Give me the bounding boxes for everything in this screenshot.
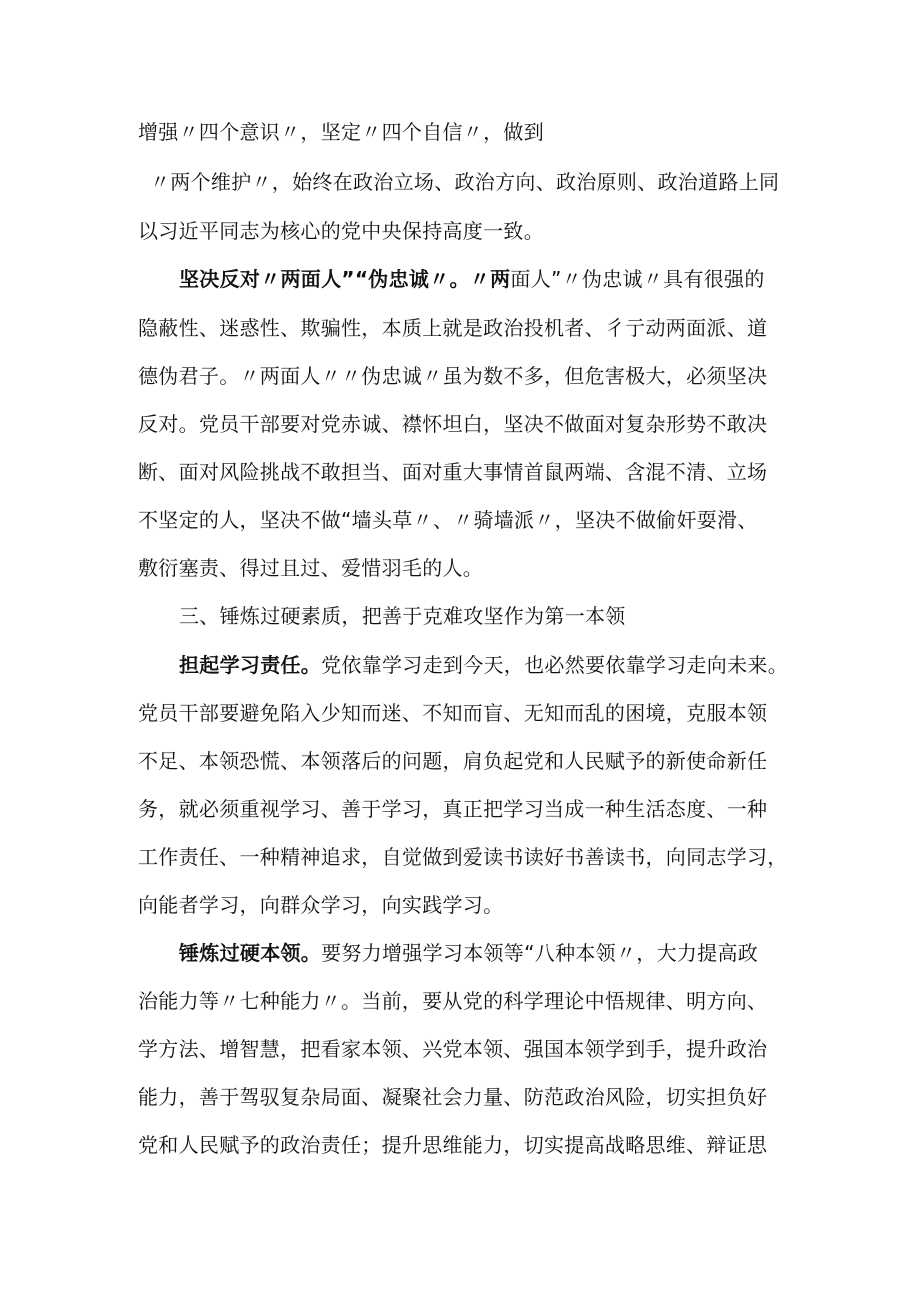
text-run: 向能者学习，向群众学习，向实践学习。: [138, 893, 504, 917]
text-run: 断、面对风险挑战不敢担当、面对重大事情首鼠两端、含混不清、立场: [138, 460, 768, 484]
text-line: [138, 1132, 767, 1158]
text-line: [138, 748, 767, 774]
bold-heading: 担起学习责任。: [179, 653, 322, 677]
text-run: 党依靠学习走到今天，也必然要依靠学习走向未来。: [321, 653, 789, 677]
text-line: [138, 363, 767, 389]
text-run: 治能力等〃七种能力〃。当前，要从党的科学理论中悟规律、明方向、: [138, 989, 768, 1013]
text-run: 以习近平同志为核心的党中央保持高度一致。: [138, 219, 544, 243]
text-line: [138, 988, 767, 1014]
text-line: [138, 218, 544, 244]
text-run: 要努力增强学习本领等“八种本领〃，大力提高政: [321, 941, 759, 965]
text-run: 增强〃四个意识〃，坚定〃四个自信〃，做到: [138, 120, 544, 144]
text-line: [138, 555, 483, 581]
text-run: 面人”〃伪忠诚〃具有很强的: [510, 267, 765, 291]
text-run: 学方法、增智慧，把看家本领、兴党本领、强国本领学到手，提升政治: [138, 1037, 768, 1061]
text-run: 德伪君子。〃两面人〃〃伪忠诚〃虽为数不多，但危害极大，必须坚决: [138, 364, 768, 388]
text-run: 党员干部要避免陷入少知而迷、不知而盲、无知而乱的困境，克服本领: [138, 701, 768, 725]
text-run: 不坚定的人，坚决不做“墙头草〃、〃骑墙派〃，坚决不做偷奸耍滑、: [138, 508, 758, 532]
text-line: [138, 507, 758, 533]
text-line: [138, 315, 767, 341]
text-run: 〃两个维护〃，始终在政治立场、政治方向、政治原则、政治道路上同: [150, 170, 780, 194]
text-line: [138, 119, 544, 145]
text-line: [138, 892, 503, 918]
bold-heading: 锤炼过硬本领。: [179, 941, 322, 965]
text-run: 三、锤炼过硬素质，把善于克难攻坚作为第一本领: [179, 604, 626, 628]
bold-heading: 坚决反对〃两面人”“伪忠诚〃。〃两: [179, 267, 511, 291]
text-line: [138, 1084, 767, 1110]
text-line: [138, 1036, 767, 1062]
text-line: [138, 700, 767, 726]
text-run: 不足、本领恐慌、本领落后的问题，肩负起党和人民赋予的新使命新任: [138, 749, 768, 773]
text-line: [138, 844, 788, 870]
text-run: 隐蔽性、迷惑性、欺骗性，本质上就是政治投机者、彳亍动两面派、道: [138, 316, 768, 340]
text-line: [179, 266, 765, 292]
text-line: [138, 796, 767, 822]
section-heading: [179, 603, 626, 629]
text-run: 反对。党员干部要对党赤诚、襟怀坦白，坚决不做面对复杂形势不敢决: [138, 412, 768, 436]
text-run: 党和人民赋予的政治责任；提升思维能力，切实提高战略思维、辩证思: [138, 1133, 768, 1157]
text-line: [179, 940, 758, 966]
text-run: 工作责任、一种精神追求，自觉做到爱读书读好书善读书，向同志学习，: [138, 845, 788, 869]
text-run: 敷衍塞责、得过且过、爱惜羽毛的人。: [138, 556, 484, 580]
text-line: [179, 652, 788, 678]
text-line: [138, 459, 767, 485]
text-run: 能力，善于驾驭复杂局面、凝聚社会力量、防范政治风险，切实担负好: [138, 1085, 768, 1109]
text-line: [150, 169, 779, 195]
text-line: [138, 411, 767, 437]
text-run: 务，就必须重视学习、善于学习，真正把学习当成一种生活态度、一种: [138, 797, 768, 821]
